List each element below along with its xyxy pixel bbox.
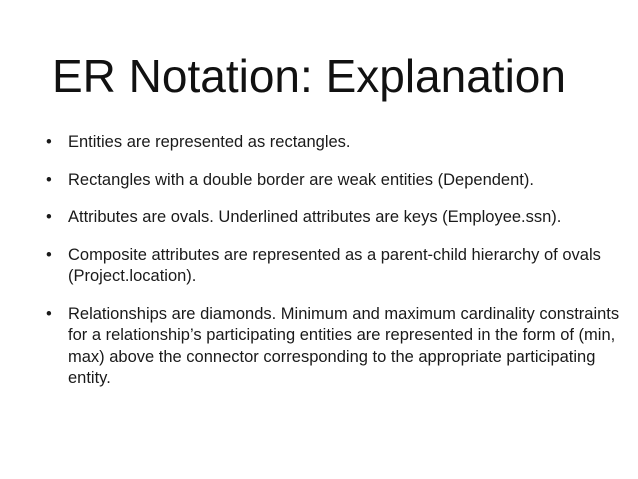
bullet-item (44, 245, 624, 288)
bullet-item (44, 132, 624, 154)
bullet-text: Relationships are diamonds. Minimum and maximum cardinality constraints for a relationship’s participating entities are represented in the form of (min, max) above the connector corresponding to the appropriate participating entity. (68, 304, 620, 387)
bullet-marker: • (46, 304, 52, 323)
bullet-marker: • (46, 170, 52, 189)
bullet-item (44, 304, 624, 390)
bullet-text: Entities are represented as rectangles. (68, 133, 351, 151)
bullet-list (44, 132, 624, 406)
bullet-text: Attributes are ovals. Underlined attributes are keys (Employee.ssn). (68, 208, 562, 226)
bullet-text: Composite attributes are represented as a parent-child hierarchy of ovals (Project.location). (68, 245, 601, 285)
bullet-marker: • (46, 208, 52, 226)
bullet-marker: • (46, 133, 52, 151)
bullet-marker: • (46, 245, 52, 264)
bullet-item (44, 207, 624, 229)
slide-title: ER Notation: Explanation (52, 50, 566, 102)
bullet-item (44, 170, 624, 192)
bullet-text: Rectangles with a double border are weak entities (Dependent). (68, 170, 534, 189)
